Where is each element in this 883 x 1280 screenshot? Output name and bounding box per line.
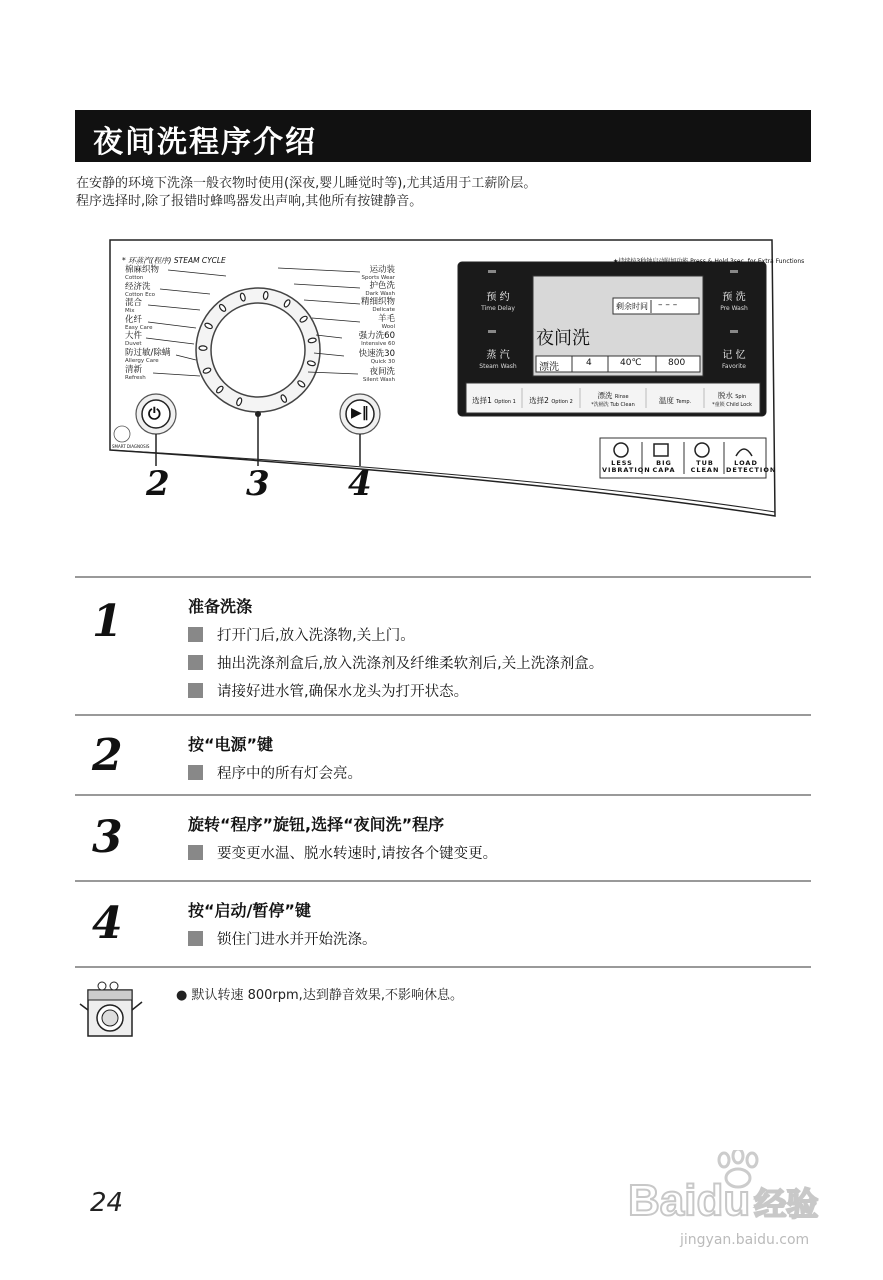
step-2-item: 程序中的所有灯会亮。 bbox=[188, 762, 362, 783]
smart-diagnosis-logo: SMART DIAGNOSIS bbox=[112, 444, 150, 449]
program-quick-30: 快速洗30 Quick 30 bbox=[358, 349, 395, 365]
page-title: 夜间洗程序介绍 bbox=[93, 125, 317, 160]
bullet-square bbox=[188, 655, 203, 670]
feature-big-capa: BIG CAPA bbox=[652, 459, 676, 474]
step-1-title: 准备洗涤 bbox=[188, 597, 253, 616]
remaining-time-value: – – – bbox=[658, 300, 678, 310]
feature-load-detection: LOAD DETECTION bbox=[726, 459, 777, 474]
step-1-item: 打开门后,放入洗涤物,关上门。 bbox=[188, 624, 415, 645]
display-rinse-count: 4 bbox=[586, 358, 592, 368]
intro-line-2: 程序选择时,除了报错时蜂鸣器发出声响,其他所有按键静音。 bbox=[76, 194, 423, 209]
divider bbox=[75, 714, 811, 716]
divider bbox=[75, 576, 811, 578]
step-2-title: 按“电源”键 bbox=[188, 735, 274, 754]
step-3-title: 旋转“程序”旋钮,选择“夜间洗”程序 bbox=[188, 815, 445, 834]
temp-button[interactable]: 温度 Temp. bbox=[658, 396, 692, 405]
pre-wash-button[interactable]: 预 洗 Pre Wash bbox=[720, 292, 748, 312]
program-refresh: 清新 Refresh bbox=[125, 365, 146, 381]
watermark-brand: Baidu 经验 bbox=[628, 1176, 819, 1225]
program-delicate: 精细织物 Delicate bbox=[360, 297, 395, 313]
bullet-square bbox=[188, 683, 203, 698]
divider bbox=[75, 966, 811, 968]
program-cotton-eco: 经济洗 Cotton Eco bbox=[125, 282, 155, 298]
step-4-title: 按“启动/暂停”键 bbox=[188, 901, 311, 920]
start-pause-icon[interactable]: ▶‖ bbox=[351, 405, 369, 421]
program-dark-wash: 护色洗 Dark Wash bbox=[365, 281, 395, 297]
page-title-bar bbox=[75, 110, 811, 162]
rinse-button[interactable]: 漂洗 Rinse *洗桶洗 Tub Clean bbox=[591, 391, 635, 408]
remaining-time-label: 剩余时间 bbox=[616, 302, 648, 311]
program-mix: 混合 Mix bbox=[125, 298, 143, 314]
bullet-square bbox=[188, 627, 203, 642]
step-4-number: 4 bbox=[92, 898, 123, 949]
watermark-url: jingyan.baidu.com bbox=[680, 1232, 810, 1248]
time-delay-button[interactable]: 预 约 Time Delay bbox=[481, 292, 515, 312]
feature-less-vibration: LESS VIBRATION bbox=[602, 459, 651, 474]
feature-tub-clean: TUB CLEAN bbox=[690, 459, 720, 474]
divider bbox=[75, 880, 811, 882]
step-1-item: 请接好进水管,确保水龙头为打开状态。 bbox=[188, 680, 468, 701]
baidu-jingyan-watermark bbox=[620, 1150, 860, 1260]
power-icon[interactable]: ⏻ bbox=[148, 404, 161, 423]
display-spin: 800 bbox=[668, 358, 686, 368]
control-panel-illustration bbox=[108, 238, 805, 518]
callout-4: 4 bbox=[348, 464, 372, 504]
bullet-square bbox=[188, 765, 203, 780]
program-intensive-60: 强力洗60 Intensive 60 bbox=[358, 331, 395, 347]
display-temp: 40℃ bbox=[620, 358, 642, 368]
step-3-item: 要变更水温、脱水转速时,请按各个键变更。 bbox=[188, 842, 497, 863]
default-speed-note: ● 默认转速 800rpm,达到静音效果,不影响休息。 bbox=[176, 988, 463, 1003]
control-panel-drawing bbox=[108, 238, 776, 518]
steam-cycle-label: * 环蒸汽(程序) STEAM CYCLE bbox=[122, 256, 226, 265]
step-4-item: 锁住门进水并开始洗涤。 bbox=[188, 928, 377, 949]
callout-3: 3 bbox=[246, 464, 270, 504]
dial-program-indicator bbox=[263, 291, 268, 300]
step-2-number: 2 bbox=[92, 730, 123, 781]
option-1-button[interactable]: 选择1 Option 1 bbox=[472, 396, 516, 405]
favorite-button[interactable]: 记 忆 Favorite bbox=[722, 350, 746, 370]
program-duvet: 大件 Duvet bbox=[125, 331, 143, 347]
program-silent-wash: 夜间洗 Silent Wash bbox=[362, 367, 395, 383]
bullet-square bbox=[188, 931, 203, 946]
program-easy-care: 化纤 Easy Care bbox=[125, 315, 153, 331]
display-program: 夜间洗 bbox=[536, 328, 590, 349]
step-3-number: 3 bbox=[92, 812, 123, 863]
step-1-number: 1 bbox=[92, 596, 123, 647]
option-2-button[interactable]: 选择2 Option 2 bbox=[529, 396, 573, 405]
step-1-item: 抽出洗涤剂盒后,放入洗涤剂及纤维柔软剂后,关上洗涤剂盒。 bbox=[188, 652, 603, 673]
hold-3sec-note: ★持续按3秒钟启动附加功能 Press & Hold 3sec. for Extra Functions bbox=[613, 258, 805, 265]
program-wool: 羊毛 Wool bbox=[377, 314, 395, 330]
steam-wash-button[interactable]: 蒸 汽 Steam Wash bbox=[479, 350, 517, 370]
display-mode: 漂洗 bbox=[539, 362, 559, 373]
program-sports-wear: 运动装 Sports Wear bbox=[361, 265, 395, 281]
divider bbox=[75, 794, 811, 796]
program-allergy-care: 防过敏/除螨 Allergy Care bbox=[125, 348, 171, 364]
bullet-square bbox=[188, 845, 203, 860]
washing-machine-mascot-icon bbox=[78, 980, 148, 1042]
program-cotton: 棉麻织物 Cotton bbox=[125, 265, 160, 281]
intro-line-1: 在安静的环境下洗涤一般衣物时使用(深夜,婴儿睡觉时等),尤其适用于工薪阶层。 bbox=[76, 176, 537, 191]
spin-button[interactable]: 脱水 Spin *童锁 Child Lock bbox=[712, 391, 752, 408]
dial-program-indicator bbox=[199, 346, 207, 351]
callout-2: 2 bbox=[146, 464, 170, 504]
page-number: 24 bbox=[90, 1188, 124, 1218]
